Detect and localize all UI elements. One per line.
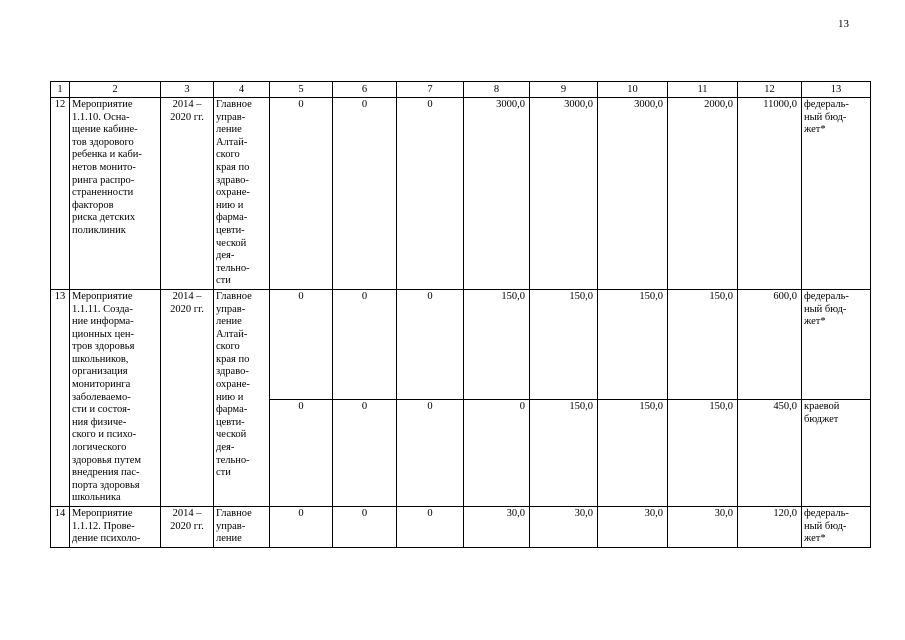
table-row: [51, 507, 871, 548]
column-header: 13: [802, 82, 871, 98]
column-number-row: [51, 82, 871, 98]
row-number: 14: [51, 507, 70, 548]
period: 2014 – 2020 гг.: [161, 507, 214, 548]
column-header: 10: [598, 82, 668, 98]
column-header: 8: [464, 82, 530, 98]
value-col12: 120,0: [738, 507, 802, 548]
value-col10: 30,0: [598, 507, 668, 548]
column-header: 1: [51, 82, 70, 98]
value-col9: 30,0: [530, 507, 598, 548]
value-col11: 2000,0: [668, 98, 738, 290]
value-col7: 0: [397, 289, 464, 399]
value-col6: 0: [333, 98, 397, 290]
value-col10: 150,0: [598, 399, 668, 506]
value-col8: 150,0: [464, 289, 530, 399]
value-col9: 150,0: [530, 289, 598, 399]
page-number: 13: [838, 18, 849, 30]
value-col10: 150,0: [598, 289, 668, 399]
measure-name: Мероприятие 1.1.11. Созда- ние информа- ционных цен- тров здоровья школьников, организация мониторинга заболеваемо- сти и состоя- ния физиче- ского и психо- логического здоровья путем внедрения пас- порта здоровья школьника: [70, 289, 161, 506]
measure-name: Мероприятие 1.1.10. Осна- щение кабине- тов здорового ребенка и каби- нетов монито- ринга распро- страненности факторов риска детских поликлиник: [70, 98, 161, 290]
responsible-org: Главное управ- ление: [214, 507, 270, 548]
measure-name: Мероприятие 1.1.12. Прове- дение психоло-: [70, 507, 161, 548]
value-col10: 3000,0: [598, 98, 668, 290]
period: 2014 – 2020 гг.: [161, 289, 214, 506]
table-row: [51, 98, 871, 290]
column-header: 2: [70, 82, 161, 98]
funding-source: федераль- ный бюд- жет*: [802, 507, 871, 548]
period: 2014 – 2020 гг.: [161, 98, 214, 290]
value-col8: 30,0: [464, 507, 530, 548]
value-col11: 30,0: [668, 507, 738, 548]
value-col7: 0: [397, 399, 464, 506]
value-col9: 3000,0: [530, 98, 598, 290]
row-number: 13: [51, 289, 70, 506]
column-header: 5: [270, 82, 333, 98]
table-row: [51, 289, 871, 399]
column-header: 4: [214, 82, 270, 98]
value-col7: 0: [397, 507, 464, 548]
value-col5: 0: [270, 98, 333, 290]
value-col12: 11000,0: [738, 98, 802, 290]
value-col12: 450,0: [738, 399, 802, 506]
program-budget-table: [50, 81, 871, 548]
value-col9: 150,0: [530, 399, 598, 506]
responsible-org: Главное управ- ление Алтай- ского края по здраво- охране- нию и фарма- цевти- ческой дея- тельно- сти: [214, 289, 270, 506]
value-col11: 150,0: [668, 289, 738, 399]
column-header: 9: [530, 82, 598, 98]
value-col6: 0: [333, 399, 397, 506]
funding-source: краевой бюджет: [802, 399, 871, 506]
value-col6: 0: [333, 507, 397, 548]
value-col7: 0: [397, 98, 464, 290]
responsible-org: Главное управ- ление Алтай- ского края по здраво- охране- нию и фарма- цевти- ческой дея- тельно- сти: [214, 98, 270, 290]
value-col8: 3000,0: [464, 98, 530, 290]
column-header: 11: [668, 82, 738, 98]
value-col11: 150,0: [668, 399, 738, 506]
row-number: 12: [51, 98, 70, 290]
funding-source: федераль- ный бюд- жет*: [802, 289, 871, 399]
value-col8: 0: [464, 399, 530, 506]
column-header: 12: [738, 82, 802, 98]
value-col5: 0: [270, 507, 333, 548]
column-header: 6: [333, 82, 397, 98]
value-col6: 0: [333, 289, 397, 399]
column-header: 3: [161, 82, 214, 98]
funding-source: федераль- ный бюд- жет*: [802, 98, 871, 290]
value-col12: 600,0: [738, 289, 802, 399]
column-header: 7: [397, 82, 464, 98]
value-col5: 0: [270, 289, 333, 399]
value-col5: 0: [270, 399, 333, 506]
